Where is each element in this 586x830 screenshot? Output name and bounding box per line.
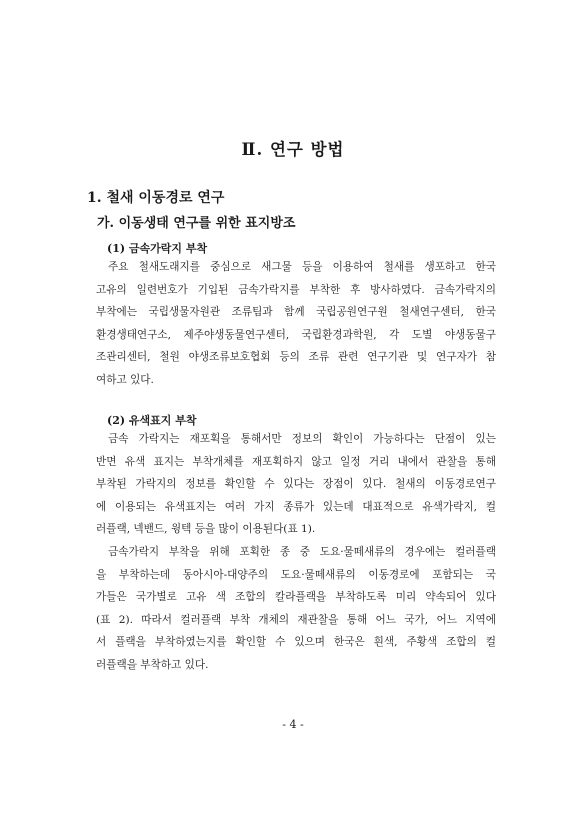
page-number: - 4 - <box>282 718 304 731</box>
paragraph-color-flag <box>96 541 496 676</box>
paragraph-color-mark <box>96 428 496 541</box>
paragraph-line: 러플랙을 부착하고 있다. <box>96 658 209 671</box>
paragraph-metal-ring <box>96 256 496 391</box>
paragraph-line: 주요 철새도래지를 중심으로 새그물 등을 이용하여 철새를 생포하고 한국 <box>108 261 496 273</box>
paragraph-line: 부착된 가락지의 정보를 확인할 수 있다는 장점이 있다. 철새의 이동경로연구 <box>96 478 496 490</box>
paragraph-line: 가들은 국가별로 고유 색 조합의 칼라플랙을 부착하도록 미리 약속되어 있다 <box>96 591 496 603</box>
chapter-title: Ⅱ. 연구 방법 <box>241 140 345 159</box>
paragraph-line: 환경생태연구소, 제주야생동물연구센터, 국립환경과학원, 각 도별 야생동물구 <box>96 328 496 341</box>
sub-heading-color-mark: (2) 유색표지 부착 <box>107 414 197 427</box>
paragraph-line: 에 이용되는 유색표지는 여러 가지 종류가 있는데 대표적으로 유색가락지, 컬 <box>96 500 496 513</box>
paragraph-line: 러플랙, 넥밴드, 윙텍 등을 많이 이용된다(표 1). <box>96 523 316 535</box>
paragraph-line: 금속가락지 부착을 위해 포획한 종 중 도요·물떼새류의 경우에는 컬러플랙 <box>108 546 496 558</box>
sub-heading-metal-ring: (1) 금속가락지 부착 <box>107 242 208 255</box>
paragraph-line: 고유의 일련번호가 기입된 금속가락지를 부착한 후 방사하였다. 금속가락지의 <box>96 283 496 296</box>
paragraph-line: (표 2). 따라서 컬러플랙 부착 개체의 재관찰을 통해 어느 국가, 어느 지역에 <box>96 613 496 626</box>
paragraph-line: 여하고 있다. <box>96 373 154 386</box>
paragraph-line: 조관리센터, 철원 야생조류보호협회 등의 조류 관련 연구기관 및 연구자가 참 <box>96 351 496 363</box>
paragraph-line: 반면 유색 표지는 부착개체를 재포획하지 않고 일정 거리 내에서 관찰을 통해 <box>96 455 496 468</box>
paragraph-line: 서 플랙을 부착하였는지를 확인할 수 있으며 한국은 흰색, 주황색 조합의 컬 <box>96 636 496 648</box>
section-heading-1: 1. 철새 이동경로 연구 <box>87 190 225 206</box>
subsection-heading-ga: 가. 이동생태 연구를 위한 표지방조 <box>97 216 296 231</box>
paragraph-line: 부착에는 국립생물자원관 조류팀과 함께 국립공원연구원 철새연구센터, 한국 <box>96 306 496 318</box>
paragraph-line: 을 부착하는데 동아시아-대양주의 도요·물떼새류의 이동경로에 포함되는 국 <box>96 568 496 581</box>
paragraph-line: 금속 가락지는 재포획을 통해서만 정보의 확인이 가능하다는 단점이 있는 <box>108 433 496 445</box>
